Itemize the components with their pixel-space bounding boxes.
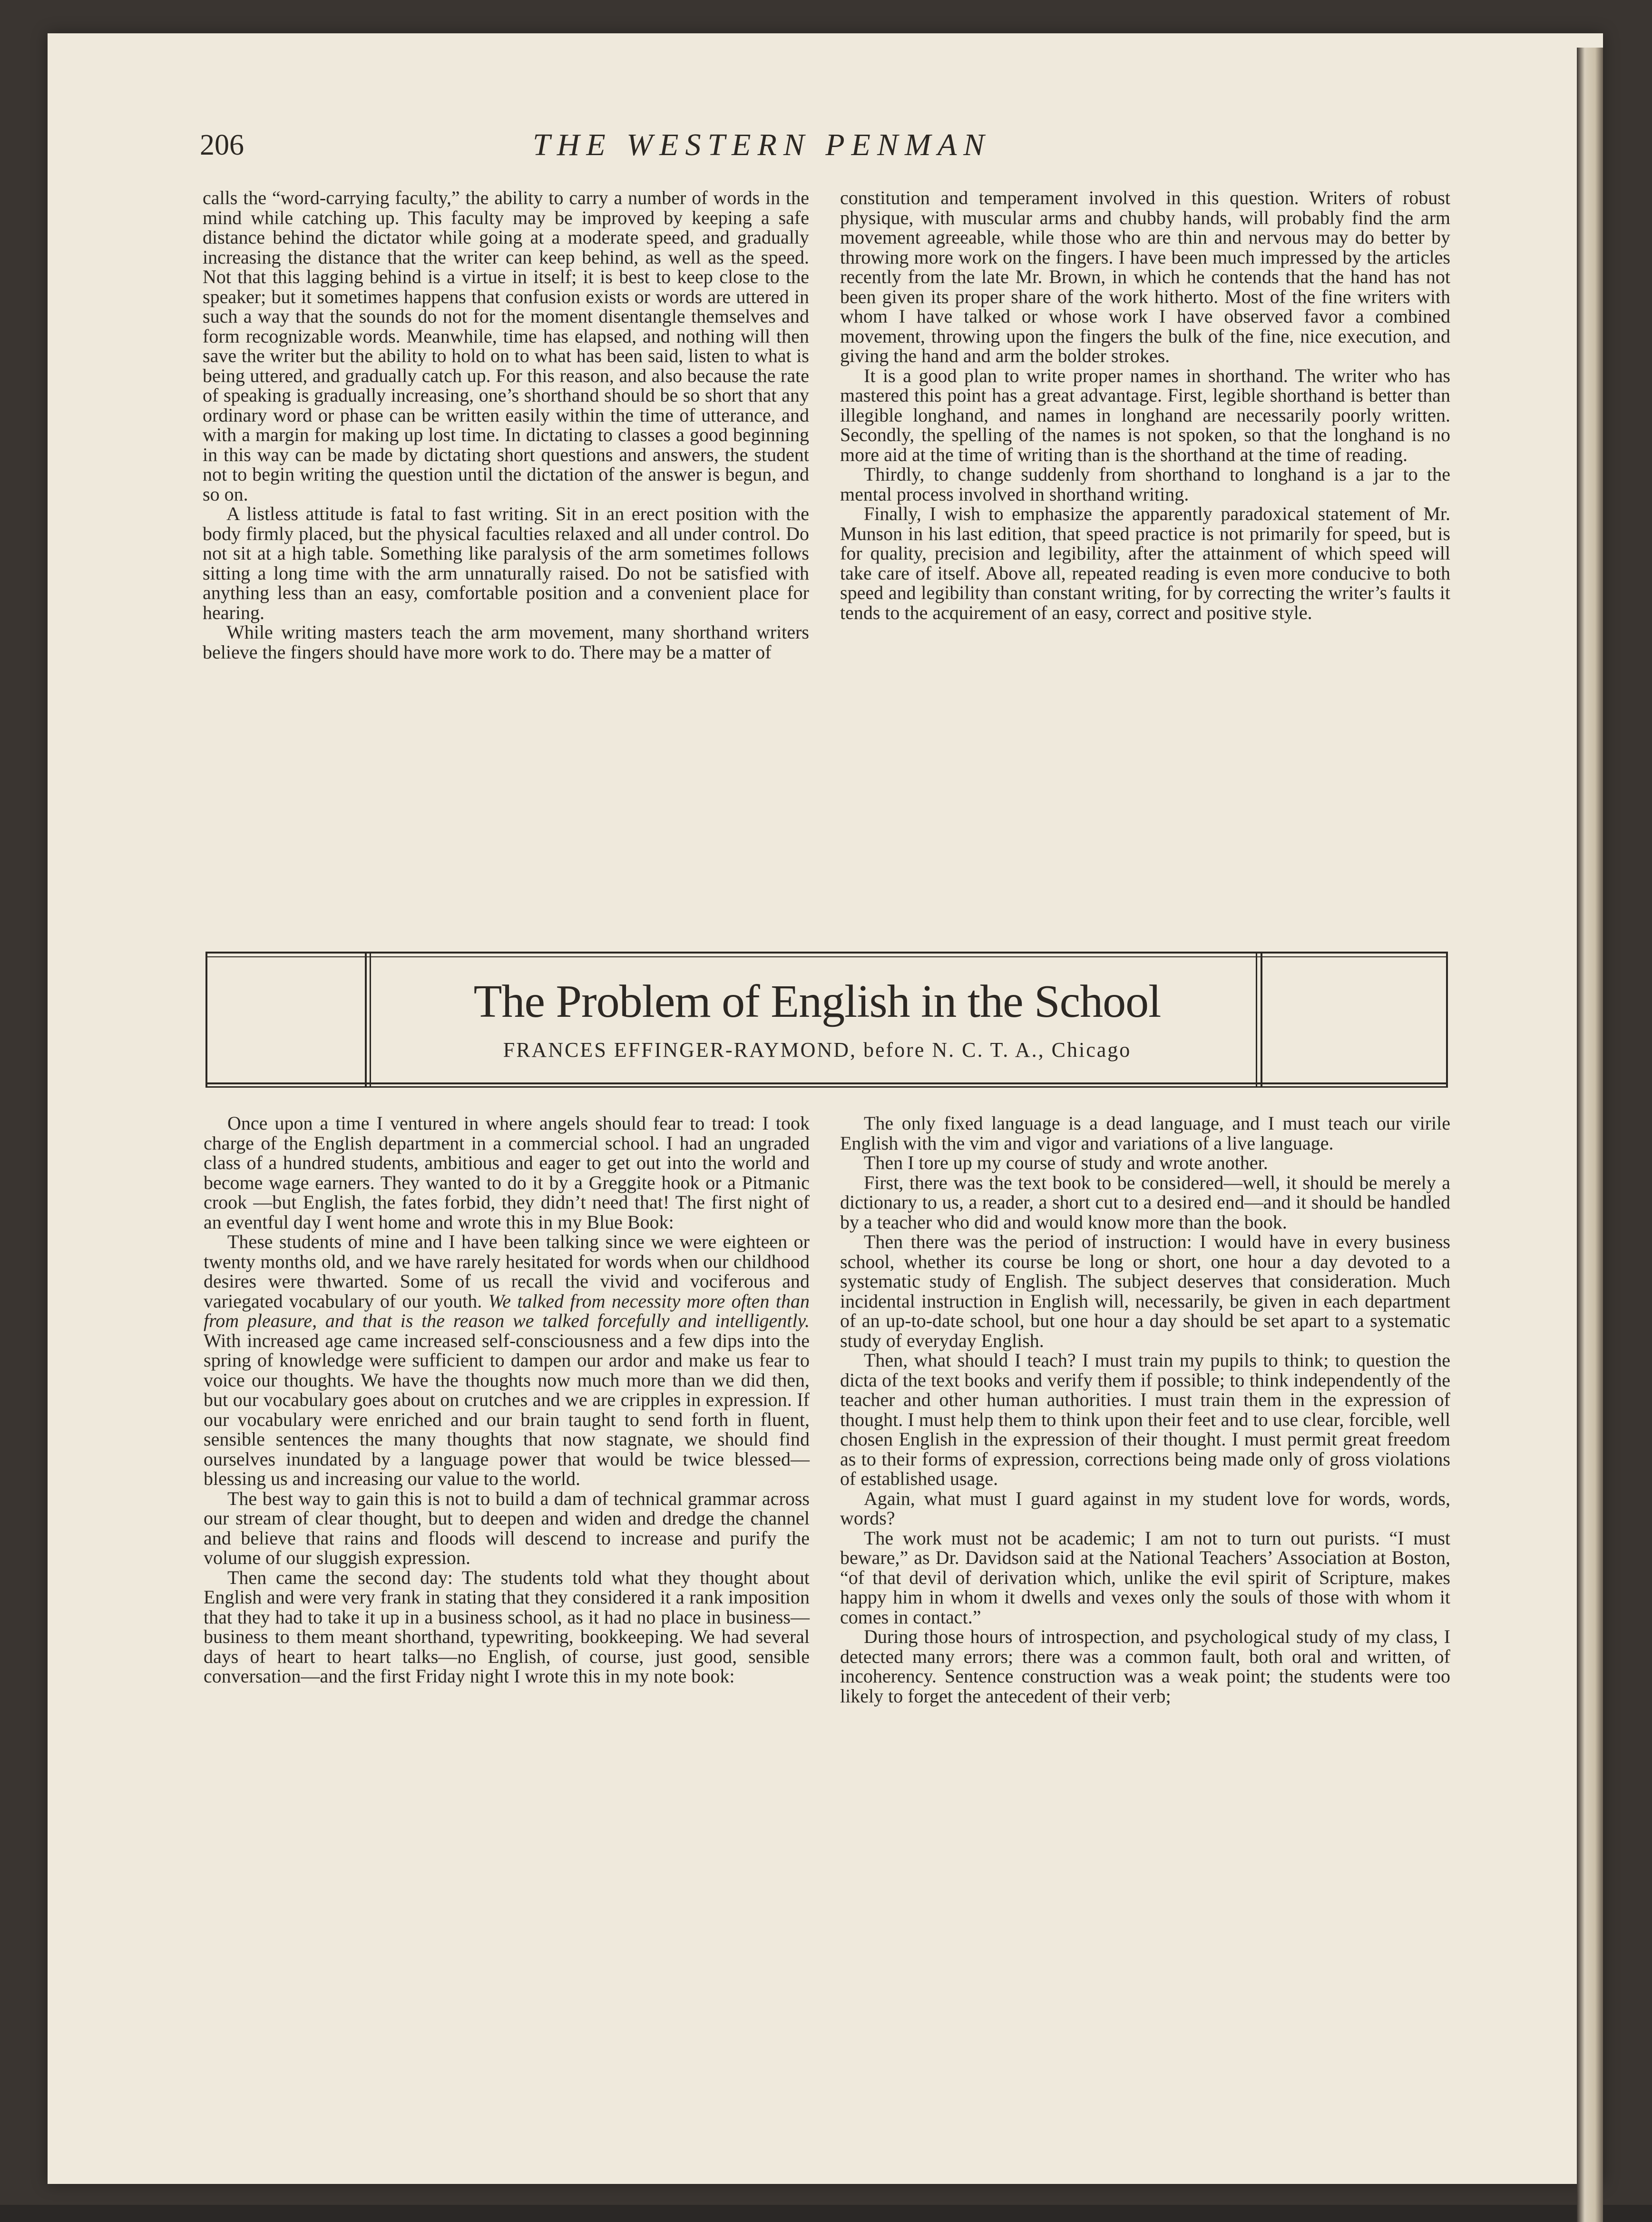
article-continuation-left-column (203, 188, 809, 662)
title-box-rule-right (1446, 952, 1448, 1087)
paragraph: Then I tore up my course of study and wrote another. (864, 1152, 1268, 1173)
page-number: 206 (200, 129, 244, 161)
paragraph: Again, what must I guard against in my student love for words, words, words? (840, 1487, 1450, 1529)
paragraph: The best way to gain this is not to build a dam of technical grammar across our stream of clear thought, but to deepen and widen and dredge the channel and believe that rains and floods will descend to increase and purify the volume of our sluggish expression. (204, 1487, 810, 1568)
article-continuation-right-column (840, 188, 1450, 622)
paragraph: Then, what should I teach? I must train my pupils to think; to question the dicta of the text books and verify them if possible; to think independently of the teacher and other human authorities. I must train them in the expression of thought. I must help them to think upon their feet and to use clear, forcible, well chosen English in the expression of their thought. I must permit great freedom as to their forms of expression, corrections being made only of gross violations of established usage. (840, 1349, 1450, 1489)
paragraph: Then there was the period of instruction: I would have in every business school, whether its course be long or short, one hour a day devoted to a systematic study of English. The subject deserves that consideration. Much incidental instruction in English will, necessarily, be given in each department of an up-to-date school, but one hour a day should be set apart to a systematic study of everyday English. (840, 1231, 1450, 1351)
paragraph-text: These students of mine and I have been talking since we were eighteen or twenty months old, and we have rarely hesitated for words when our childhood desires were thwarted. Some of us recall the vivid and vociferous and variegated vocabulary of our youth. (204, 1231, 810, 1312)
page-edge-shadow (1577, 48, 1603, 2222)
paragraph: Once upon a time I ventured in where angels should fear to tread: I took charge of the English department in a commercial school. I had an ungraded class of a hundred students, ambitious and eager to get out into the world and become wage earners. They wanted to do it by a Greggite hook or a Pitmanic crook —but English, the fates forbid, they didn’t need that! The first night of an eventful day I went home and wrote this in my Blue Book: (204, 1112, 810, 1233)
paragraph: calls the “word-carrying faculty,” the ability to carry a number of words in the mind while catching up. This faculty may be improved by keeping a safe distance behind the dictator while going at a moderate speed, and gradually increasing the distance that the writer can keep behind, as well as the speed. Not that this lagging behind is a virtue in itself; it is best to keep close to the speaker; but it sometimes happens that confusion exists or words are uttered in such a way that the sounds do not for the moment disentangle themselves and form recognizable words. Meanwhile, time has elapsed, and nothing will then save the writer but the ability to hold on to what has been said, listen to what is being uttered, and gradually catch up. For this reason, and also because the rate of speaking is gradually increasing, one’s shorthand should be so short that any ordinary word or phase can be written easily within the time of utterance, and with a margin for making up lost time. In dictating to classes a good beginning in this way can be made by dictating short questions and answers, the student not to begin writing the question until the dictation of the answer is begun, and so on. (203, 187, 809, 505)
article-left-column (204, 1113, 810, 1686)
article-byline: FRANCES EFFINGER-RAYMOND, before N. C. T. A., Chicago (503, 1038, 1132, 1062)
title-center-panel (371, 952, 1263, 1087)
paragraph: Then came the second day: The students told what they thought about English and were very frank in stating that they considered it a rank imposition that they had to take it up in a business school, as it had no place in business—business to them meant shorthand, typewriting, bookkeeping. We had several days of heart to heart talks—no English, of course, just good, sensible conversation—and the first Friday night I wrote this in my note book: (204, 1566, 810, 1687)
page-header (200, 126, 1451, 169)
paragraph: Thirdly, to change suddenly from shorthand to longhand is a jar to the mental process involved in shorthand writing. (840, 463, 1450, 505)
title-box-rule-left (205, 952, 207, 1087)
italic-passage: We talked from necessity more often than from pleasure, and that is the reason we talked forcefully and intelligently. (204, 1290, 810, 1331)
paragraph: While writing masters teach the arm movement, many shorthand writers believe the fingers should have more work to do. There may be a matter of (203, 621, 809, 663)
paragraph: Finally, I wish to emphasize the apparently paradoxical statement of Mr. Munson in his last edition, that speed practice is not primarily for speed, but is for quality, precision and legibility, after the attainment of which speed will take care of itself. Above all, repeated reading is even more conducive to both speed and legibility than constant writing, for by correcting the writer’s faults it tends to the acquirement of an easy, correct and positive style. (840, 503, 1450, 623)
title-box-divider-left-outer (365, 952, 367, 1087)
article-title: The Problem of English in the School (473, 976, 1161, 1027)
paragraph (204, 1232, 810, 1489)
paragraph: During those hours of introspection, and psychological study of my class, I detected many errors; there was a common fault, both oral and written, of incoherency. Sentence construction was a weak point; the students were too likely to forget the antecedent of their verb; (840, 1626, 1450, 1707)
article-right-column (840, 1113, 1450, 1706)
paragraph: The work must not be academic; I am not to turn out purists. “I must beware,” as Dr. Davidson said at the National Teachers’ Association at Boston, “of that devil of derivation which, unlike the evil spirit of Scripture, makes happy him in whom it dwells and vexes only the souls of those with whom it comes in contact.” (840, 1527, 1450, 1628)
running-title: THE WESTERN PENMAN (533, 128, 991, 162)
paragraph: A listless attitude is fatal to fast writing. Sit in an erect position with the body firmly placed, but the physical faculties relaxed and all under control. Do not sit at a high table. Something like paralysis of the arm sometimes follows sitting a long time with the arm unnaturally raised. Do not be satisfied with anything less than an easy, comfortable position and a convenient place for hearing. (203, 503, 809, 623)
article-title-box (205, 952, 1448, 1087)
paragraph: First, there was the text book to be considered—well, it should be merely a dictionary to us, a reader, a short cut to a desired end—and it should be handled by a teacher who did and would know more than the book. (840, 1171, 1450, 1233)
paragraph: It is a good plan to write proper names in shorthand. The writer who has mastered this point has a great advantage. First, legible shorthand is better than illegible longhand, and names in longhand are necessarily poorly written. Secondly, the spelling of the names is not spoken, so that the longhand is no more aid at the time of writing than is the shorthand at the time of reading. (840, 364, 1450, 465)
paragraph-text: With increased age came increased self-consciousness and a few dips into the spring of knowledge were sufficient to dampen our ardor and make us fear to voice our thoughts. We have the thoughts now much more than we did then, but our vocabulary goes about on crutches and we are cripples in expression. If our vocabulary were enriched and our brain taught to send forth in fluent, sensible sentences the many thoughts that now stagnate, we should find ourselves inundated by a language power that would be twice blessed—blessing us and increasing our value to the world. (204, 1329, 810, 1489)
paragraph: constitution and temperament involved in this question. Writers of robust physique, with muscular arms and chubby hands, will probably find the arm movement agreeable, while those who are thin and nervous may do better by throwing more work on the fingers. I have been much impressed by the articles recently from the late Mr. Brown, in which he contends that the hand has not been given its proper share of the work hitherto. Most of the fine writers with whom I have talked or whose work I have observed favor a combined movement, throwing upon the fingers the bulk of the fine, nice execution, and giving the hand and arm the bolder strokes. (840, 187, 1450, 366)
paragraph: The only fixed language is a dead language, and I must teach our virile English with the vim and vigor and variations of a live language. (840, 1112, 1450, 1154)
